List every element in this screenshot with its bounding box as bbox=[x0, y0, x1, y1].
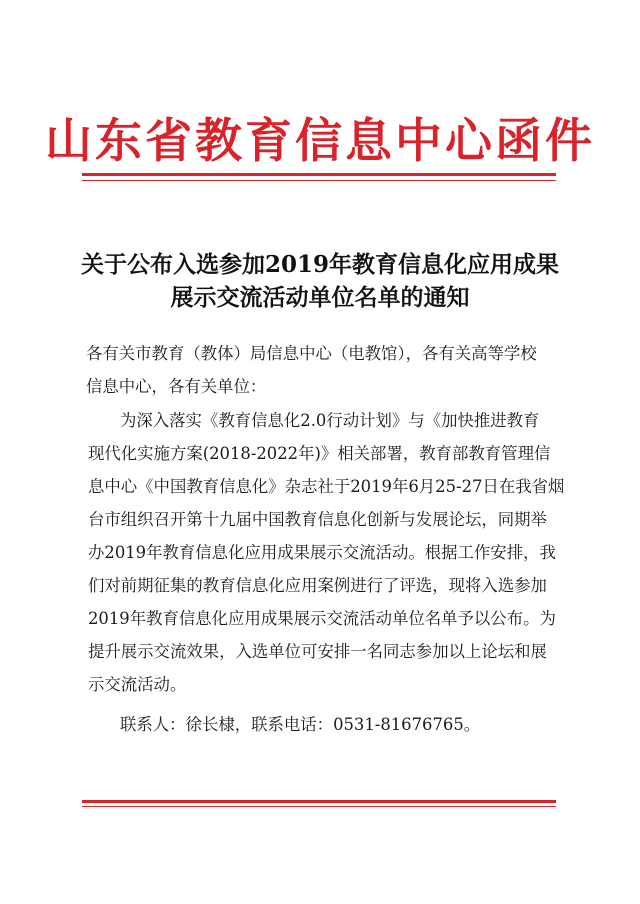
body-line-8: 提升展示交流效果，入选单位可安排一名同志参加以上论坛和展 bbox=[88, 642, 547, 661]
body-line-4: 台市组织召开第十九届中国教育信息化创新与发展论坛，同期举 bbox=[88, 510, 547, 529]
document-title-line-2: 展示交流活动单位名单的通知 bbox=[170, 284, 470, 311]
letterhead-rule-thin bbox=[82, 180, 556, 181]
body-line-3: 息中心《中国教育信息化》杂志社于2019年6月25-27日在我省烟 bbox=[88, 477, 565, 496]
footer-rule-thick bbox=[82, 800, 556, 803]
body-line-6: 们对前期征集的教育信息化应用案例进行了评选，现将入选参加 bbox=[88, 576, 547, 595]
salutation-line-2: 信息中心，各有关单位： bbox=[86, 377, 267, 396]
body-line-9: 示交流活动。 bbox=[88, 675, 187, 694]
body-line-1: 为深入落实《教育信息化2.0行动计划》与《加快推进教育 bbox=[120, 411, 540, 430]
salutation-line-1: 各有关市教育（教体）局信息中心（电教馆），各有关高等学校 bbox=[86, 344, 537, 363]
letterhead-title: 山东省教育信息中心函件 bbox=[45, 114, 595, 169]
body-line-5: 办2019年教育信息化应用成果展示交流活动。根据工作安排，我 bbox=[88, 543, 556, 562]
document-title-line-1: 关于公布入选参加2019年教育信息化应用成果 bbox=[80, 251, 559, 278]
body-line-7: 2019年教育信息化应用成果展示交流活动单位名单予以公布。为 bbox=[88, 609, 556, 628]
footer-rule-thin bbox=[82, 806, 556, 807]
contact-line: 联系人：徐长棣，联系电话：0531-81676765。 bbox=[120, 715, 481, 734]
body-line-2: 现代化实施方案(2018-2022年)》相关部署，教育部教育管理信 bbox=[88, 444, 551, 463]
letterhead-rule-thick bbox=[82, 173, 556, 176]
